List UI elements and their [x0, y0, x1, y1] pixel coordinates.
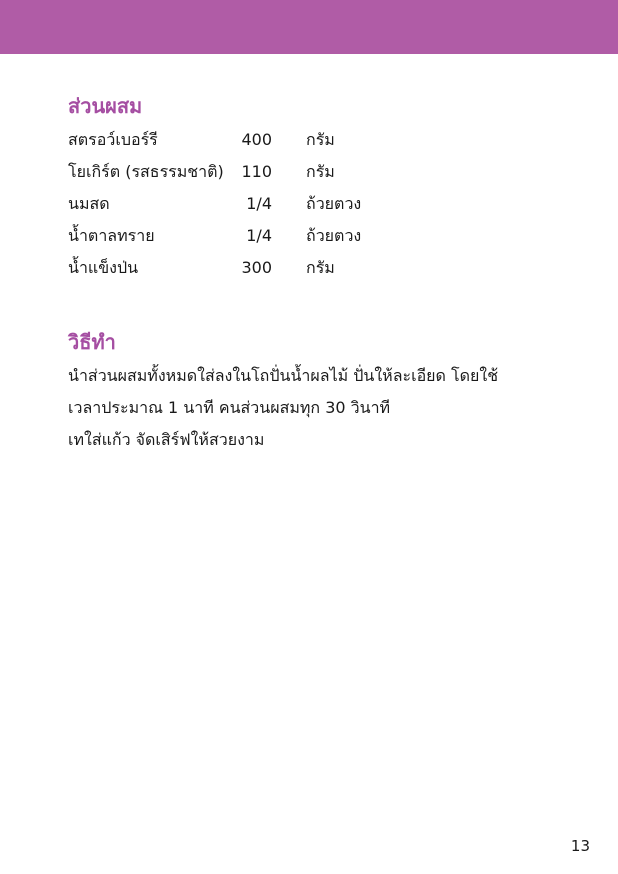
ingredient-row: [68, 124, 488, 156]
ingredient-name: น้ำแข็งป่น: [68, 258, 139, 277]
ingredient-row: [68, 220, 488, 252]
ingredient-name: โยเกิร์ต (รสธรรมชาติ): [68, 162, 224, 181]
ingredient-unit: กรัม: [306, 258, 335, 277]
ingredient-unit: กรัม: [306, 162, 335, 181]
ingredient-unit: ถ้วยตวง: [306, 194, 362, 213]
ingredient-name: นมสด: [68, 194, 110, 213]
ingredient-quantity: 300: [241, 258, 272, 277]
method-heading: วิธีทำ: [68, 330, 116, 354]
ingredient-quantity: 110: [241, 162, 272, 181]
ingredient-row: [68, 252, 488, 284]
ingredient-unit: ถ้วยตวง: [306, 226, 362, 245]
ingredient-row: [68, 188, 488, 220]
page-number: 13: [570, 837, 590, 855]
ingredient-name: น้ำตาลทราย: [68, 226, 155, 245]
ingredient-quantity: 400: [241, 130, 272, 149]
ingredient-quantity: 1/4: [246, 194, 272, 213]
ingredients-heading: ส่วนผสม: [68, 94, 143, 118]
ingredient-name: สตรอว์เบอร์รี: [68, 130, 158, 149]
ingredient-unit: กรัม: [306, 130, 335, 149]
ingredient-quantity: 1/4: [246, 226, 272, 245]
method-line: เวลาประมาณ 1 นาที คนส่วนผสมทุก 30 วินาที: [68, 398, 391, 417]
method-steps: [68, 360, 568, 456]
ingredient-row: [68, 156, 488, 188]
method-line: นำส่วนผสมทั้งหมดใส่ลงในโถปั่นน้ำผลไม้ ปั่นให้ละเอียด โดยใช้: [68, 366, 499, 385]
ingredient-list: [68, 124, 488, 284]
method-line: เทใส่แก้ว จัดเสิร์ฟให้สวยงาม: [68, 430, 265, 449]
header-band: [0, 0, 618, 54]
